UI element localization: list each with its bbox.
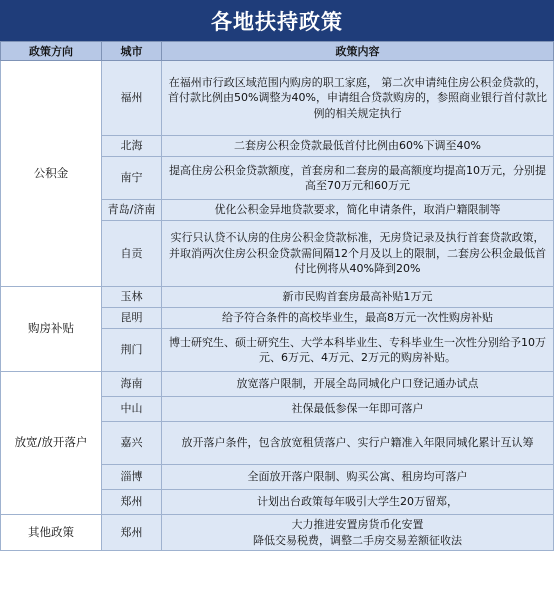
content-cell: 给予符合条件的高校毕业生，最高8万元一次性购房补贴 bbox=[162, 308, 554, 329]
content-cell: 大力推进安置房货币化安置 降低交易税费，调整二手房交易差额征收法 bbox=[162, 515, 554, 551]
city-cell: 青岛/济南 bbox=[102, 200, 162, 221]
content-cell: 计划出台政策每年吸引大学生20万留郑， bbox=[162, 490, 554, 515]
content-cell: 优化公积金异地贷款要求，简化申请条件，取消户籍限制等 bbox=[162, 200, 554, 221]
content-cell: 博士研究生、硕士研究生、大学本科毕业生、专科毕业生一次性分别给予10万元、6万元、4万元、2万元的购房补贴。 bbox=[162, 329, 554, 372]
content-cell: 社保最低参保一年即可落户 bbox=[162, 397, 554, 422]
category-cell: 放宽/放开落户 bbox=[1, 372, 102, 515]
city-cell: 北海 bbox=[102, 136, 162, 157]
table-row bbox=[1, 372, 554, 397]
table-row bbox=[1, 515, 554, 551]
category-cell: 公积金 bbox=[1, 61, 102, 287]
content-cell: 实行只认贷不认房的住房公积金贷款标准，无房贷记录及执行首套贷款政策，并取消两次住房公积金贷款需间隔12个月及以上的限制，二套房公积金最低首付比例将从40%降到20% bbox=[162, 221, 554, 287]
header-row bbox=[1, 42, 554, 61]
content-cell: 放宽落户限制，开展全岛同城化户口登记通办试点 bbox=[162, 372, 554, 397]
city-cell: 郑州 bbox=[102, 515, 162, 551]
category-cell: 其他政策 bbox=[1, 515, 102, 551]
content-cell: 新市民购首套房最高补贴1万元 bbox=[162, 287, 554, 308]
page-title: 各地扶持政策 bbox=[0, 0, 554, 41]
category-cell: 购房补贴 bbox=[1, 287, 102, 372]
city-cell: 南宁 bbox=[102, 157, 162, 200]
header-content: 政策内容 bbox=[162, 42, 554, 61]
city-cell: 昆明 bbox=[102, 308, 162, 329]
header-direction: 政策方向 bbox=[1, 42, 102, 61]
content-cell: 在福州市行政区域范围内购房的职工家庭， 第二次申请纯住房公积金贷款的，首付款比例由50%调整为40%，申请组合贷款购房的，参照商业银行首付款比例的相关规定执行 bbox=[162, 61, 554, 136]
content-cell: 提高住房公积金贷款额度，首套房和二套房的最高额度均提高10万元，分别提高至70万元和60万元 bbox=[162, 157, 554, 200]
city-cell: 自贡 bbox=[102, 221, 162, 287]
city-cell: 海南 bbox=[102, 372, 162, 397]
table-row bbox=[1, 287, 554, 308]
content-cell: 放开落户条件，包含放宽租赁落户、实行户籍准入年限同城化累计互认筹 bbox=[162, 422, 554, 465]
city-cell: 淄博 bbox=[102, 465, 162, 490]
table-row bbox=[1, 61, 554, 136]
city-cell: 中山 bbox=[102, 397, 162, 422]
city-cell: 玉林 bbox=[102, 287, 162, 308]
content-cell: 全面放开落户限制、购买公寓、租房均可落户 bbox=[162, 465, 554, 490]
policy-table bbox=[0, 41, 554, 551]
city-cell: 荆门 bbox=[102, 329, 162, 372]
content-cell: 二套房公积金贷款最低首付比例由60%下调至40% bbox=[162, 136, 554, 157]
city-cell: 福州 bbox=[102, 61, 162, 136]
city-cell: 郑州 bbox=[102, 490, 162, 515]
city-cell: 嘉兴 bbox=[102, 422, 162, 465]
header-city: 城市 bbox=[102, 42, 162, 61]
